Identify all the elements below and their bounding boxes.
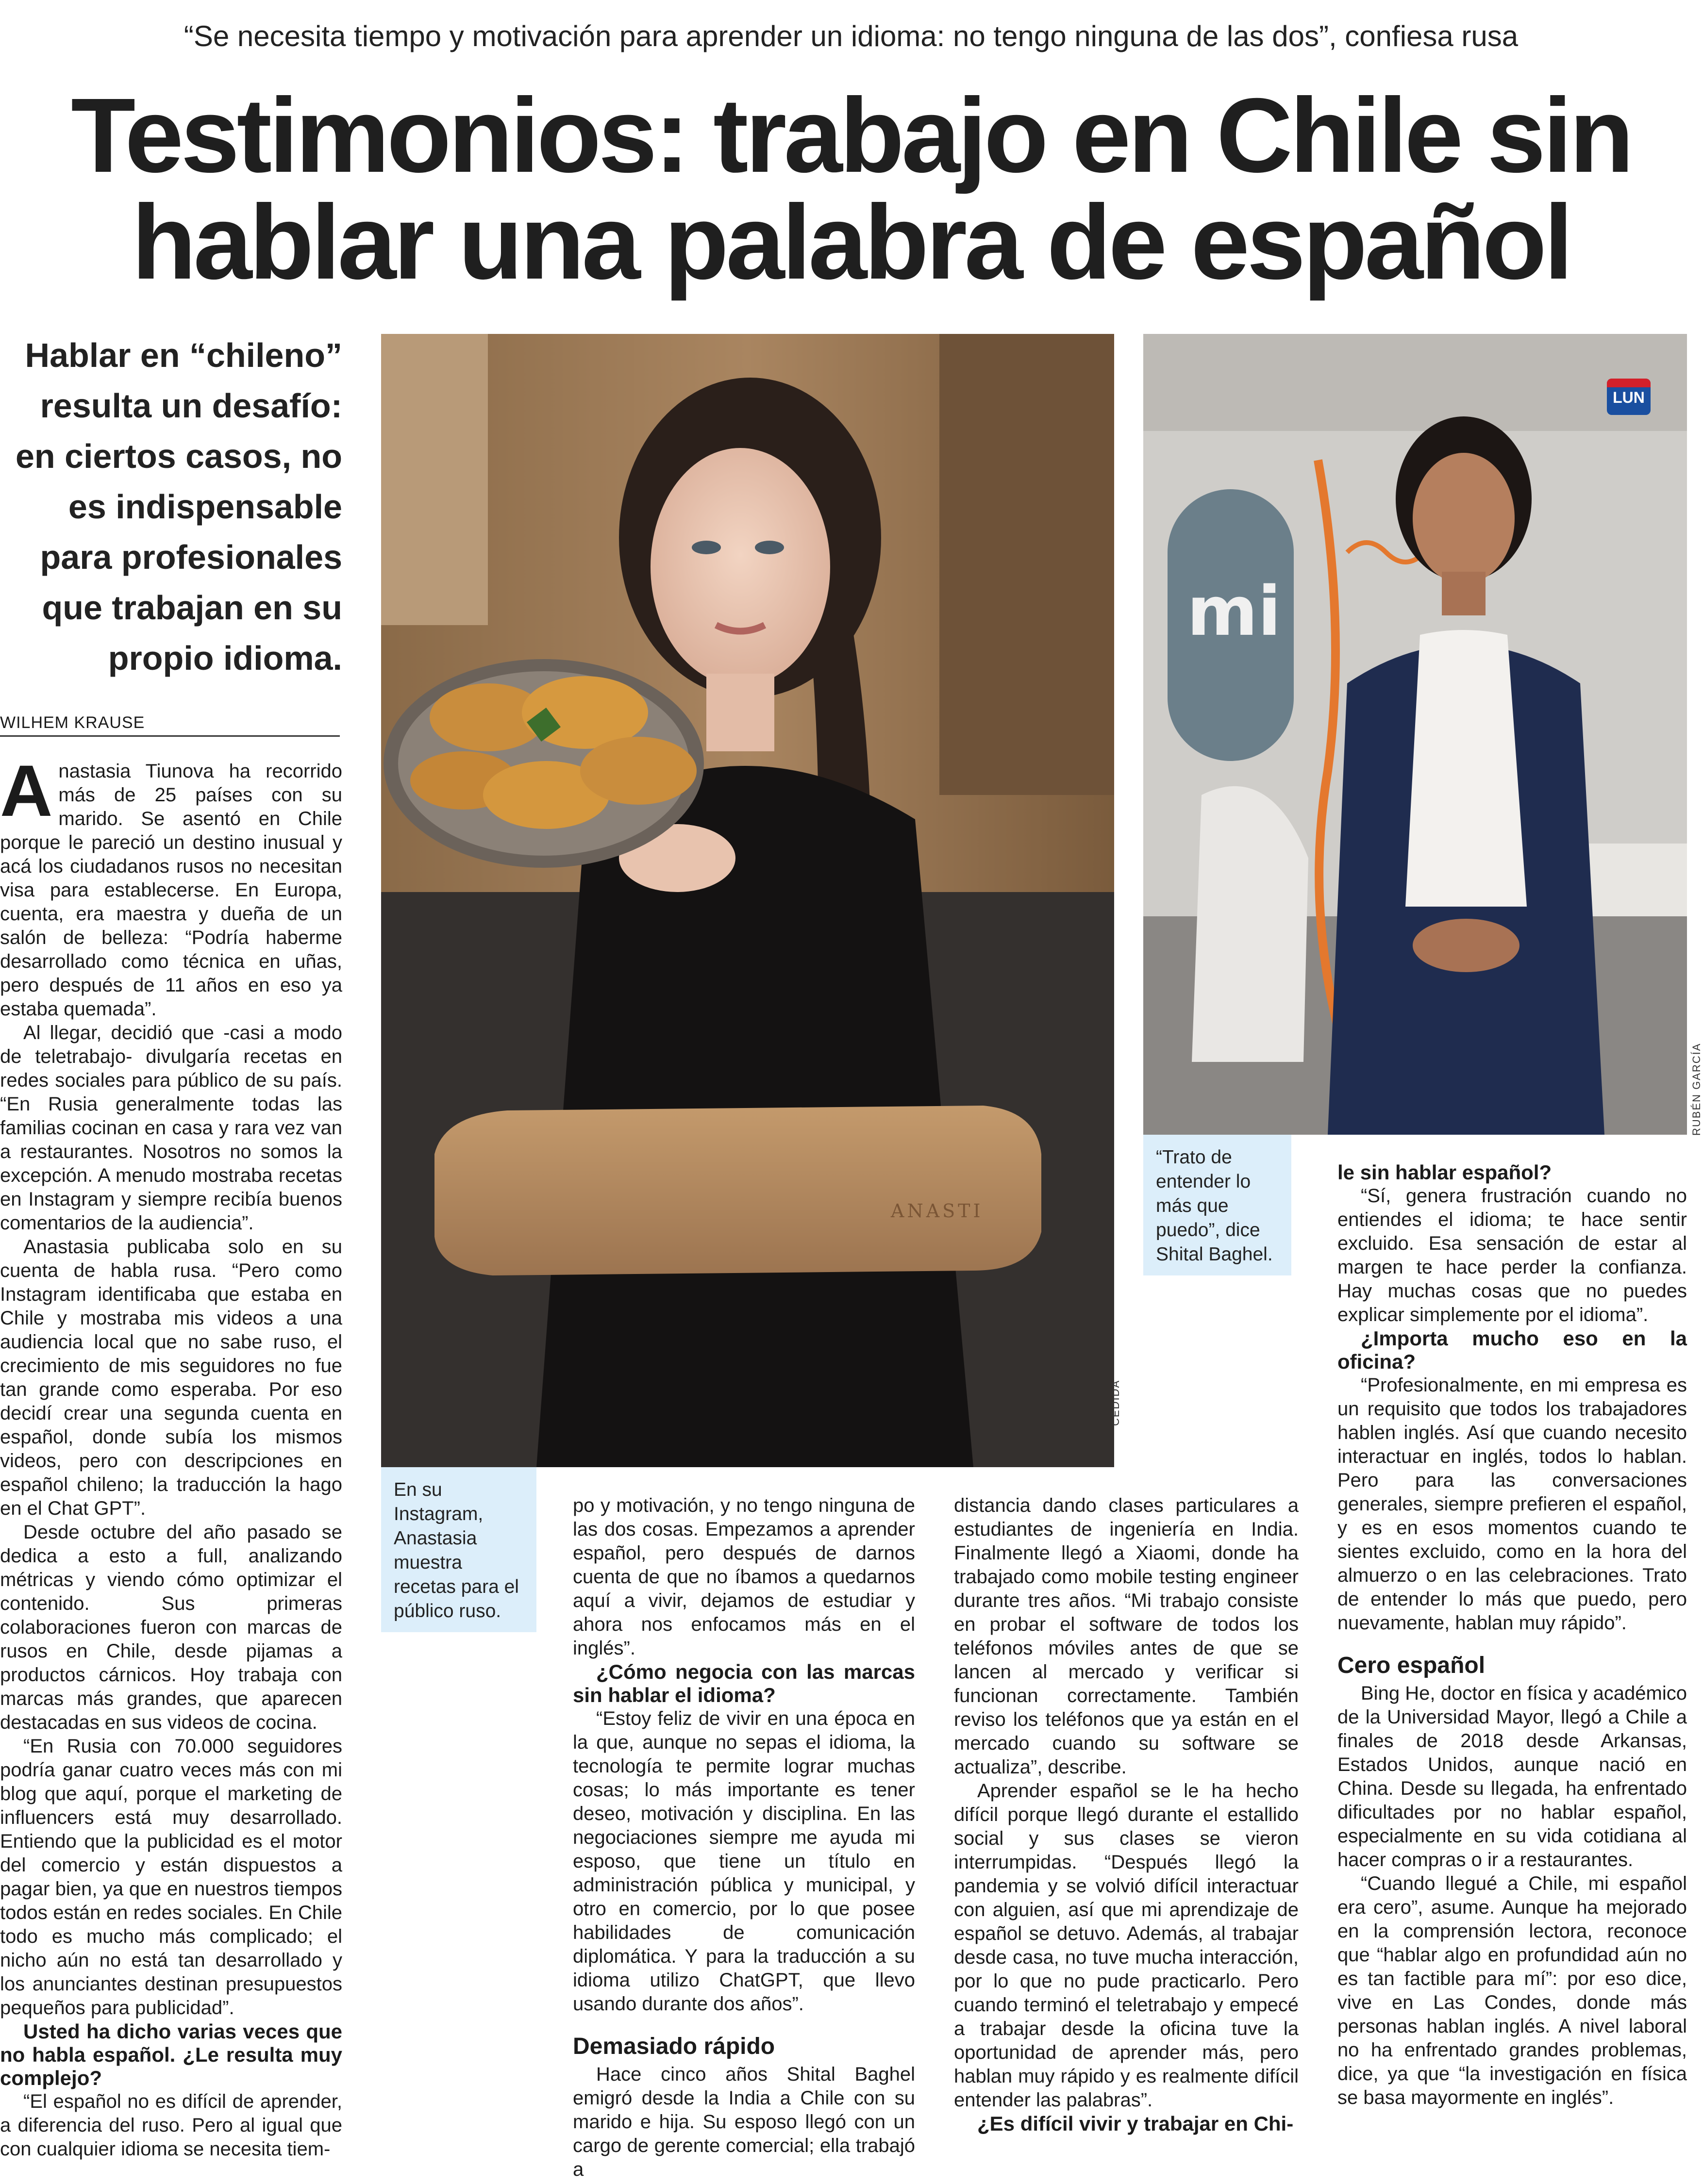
- interview-question: Usted ha dicho varias veces que no habla español. ¿Le resulta muy complejo?: [0, 2020, 342, 2089]
- paragraph: “Profesionalmente, en mi empresa es un requisito que todos los trabajadores hablen inglés. Así que cuando necesito interactuar en inglés, todos lo hablan. Pero para las conversaciones generales, siempre prefieren el español, y es en esos momentos cuando te sientes excluido, como en la hora del almuerzo o en las celebraciones. Trato de entender lo más que puedo, pero nuevamente, hablan muy rápido”.: [1337, 1374, 1687, 1634]
- paragraph: “Sí, genera frustración cuando no entiendes el idioma; te hace sentir excluido. Esa sensación de estar al margen te hace perder la confianza. Hay muchas cosas que no puedes explicar simplemente por el idioma”.: [1337, 1185, 1687, 1325]
- photo-anastasia-illustration: [381, 334, 1114, 1467]
- board-engraving: ANASTI: [891, 1200, 984, 1222]
- paragraph: Anastasia publicaba solo en su cuenta de habla rusa. “Pero como Instagram identificaba que estaba en Chile y mostraba mis videos a una audiencia local que no sabe ruso, el crecimiento de mis seguidores no fue tan grande como esperaba. Por eso decidí crear una segunda cuenta en español, donde subía los mismos videos, pero con descripciones en español chileno; la traducción la hago en el Chat GPT”.: [0, 1236, 342, 1519]
- paragraph: distancia dando clases particulares a estudiantes de ingeniería en India. Finalmente llegó a Xiaomi, donde ha trabajado como mobile testing engineer durante tres años. “Mi trabajo consiste en probar el software de todos los teléfonos móviles antes de que se lancen al mercado y verificar si funcionan correctamente. También reviso los teléfonos que ya están en el mercado cuando su software se actualiza”, describe.: [954, 1495, 1299, 1778]
- paragraph: “El español no es difícil de aprender, a diferencia del ruso. Pero al igual que con cualquier idioma se necesita tiem-: [0, 2091, 342, 2160]
- paragraph: Bing He, doctor en física y académico de la Universidad Mayor, llegó a Chile a finales de 2018 desde Arkansas, Estados Unidos, aunque nació en China. Desde su llegada, ha enfrentado dificultades por no hablar español, especialmente en su vida cotidiana al hacer compras o ir a restaurantes.: [1337, 1683, 1687, 1870]
- interview-question: ¿Cómo negocia con las marcas sin hablar el idioma?: [573, 1660, 915, 1706]
- store-sign: mi: [1187, 572, 1281, 651]
- headline: [0, 77, 1702, 301]
- paragraph: Aprender español se le ha hecho difícil porque llegó durante el estallido social y sus clases se vieron interrumpidas. “Después llegó la pandemia y se volvió difícil interactuar con alguien, así que mi aprendizaje de español se detuvo. Además, al trabajar desde casa, no tuve mucha interacción, por lo que no pude practicarlo. Pero cuando terminó el teletrabajo y empecé a trabajar desde la oficina tuve la oportunidad de aprender más, pero hablan muy rápido y es realmente difícil entender las palabras”.: [954, 1780, 1299, 2111]
- interview-question: le sin hablar español?: [1337, 1161, 1552, 1184]
- paragraph: “Cuando llegué a Chile, mi español era cero”, asume. Aunque ha mejorado en la comprensión lectora, reconoce que “hablar algo en profundidad aún no es tan factible para mí”: por eso dice, vive en Las Condes, donde más personas hablan inglés. A nivel laboral no ha enfrentado grandes problemas, dice, ya que “la investigación en física se basa mayormente en inglés”.: [1337, 1873, 1687, 2108]
- section-heading: Cero español: [1337, 1653, 1486, 1678]
- article-column-4: [1337, 1161, 1687, 2110]
- drop-cap: A: [0, 750, 53, 831]
- photo-shital-illustration: [1143, 334, 1687, 1135]
- paragraph: Hace cinco años Shital Baghel emigró desde la India a Chile con su marido e hija. Su esposo llegó con un cargo de gerente comercial; ella trabajó a: [573, 2064, 915, 2180]
- photo-anastasia: [381, 334, 1121, 1467]
- photo-shital: [1143, 334, 1687, 1135]
- deck: Hablar en “chileno” resulta un desafío: en ciertos casos, no es indispensable para profesionales que trabajan en su propio idioma.: [15, 336, 342, 677]
- byline: WILHEM KRAUSE: [0, 713, 340, 737]
- headline-line-1: Testimonios: trabajo en Chile sin: [71, 77, 1631, 195]
- paragraph: po y motivación, y no tengo ninguna de las dos cosas. Empezamos a aprender español, pero después de darnos cuenta de que no íbamos a quedarnos aquí a vivir, dejamos de estudiar y ahora nos enfocamos más en el inglés”.: [573, 1495, 915, 1659]
- kicker: “Se necesita tiempo y motivación para aprender un idioma: no tengo ninguna de las dos”, confiesa rusa: [184, 20, 1519, 52]
- photo-credit-shital: RUBÉN GARCÍA: [1690, 1042, 1703, 1136]
- interview-question: ¿Es difícil vivir y trabajar en Chi-: [977, 2112, 1294, 2135]
- section-heading: Demasiado rápido: [573, 2034, 775, 2059]
- paragraph: Anastasia Tiunova ha recorrido más de 25 países con su marido. Se asentó en Chile porque le pareció un destino inusual y acá los ciudadanos rusos no necesitan visa para establecerse. En Europa, cuenta, era maestra y dueña de un salón de belleza: “Podría haberme desarrollado como técnica en uñas, pero después de 11 años en eso ya estaba quemada”.: [0, 750, 342, 1020]
- article-column-1: [0, 750, 342, 2161]
- paragraph: “Estoy feliz de vivir en una época en la que, aunque no sepas el idioma, la tecnología te permite lograr muchas cosas; lo más importante es tener deseo, motivación y disciplina. En las negociaciones siempre me ayuda mi esposo, que tiene un título en administración pública y municipal, y otro en comercio, por lo que posee habilidades de comunicación diplomática. Y para la traducción a su idioma utilizo ChatGPT, que llevo usando durante dos años”.: [573, 1708, 915, 2015]
- article-column-2: [573, 1494, 915, 2182]
- paragraph: Desde octubre del año pasado se dedica a esto a full, analizando métricas y viendo cómo optimizar el contenido. Sus primeras colaboraciones fueron con marcas de rusos en Chile, desde pijamas a productos cárnicos. Hoy trabaja con marcas más grandes, que aparecen destacadas en sus videos de cocina.: [0, 1522, 342, 1733]
- headline-line-2: hablar una palabra de español: [132, 183, 1570, 301]
- lun-logo: LUN: [1607, 379, 1651, 415]
- article-column-3: [954, 1494, 1299, 2135]
- paragraph: “En Rusia con 70.000 seguidores podría ganar cuatro veces más con mi blog que aquí, porque el marketing de influencers está muy desarrollado. Entiendo que la publicidad es el motor del comercio y están dispuestos a pagar bien, ya que en nuestros tiempos todos están en redes sociales. En Chile todo es mucho más complicado; el nicho aún no está tan desarrollado y los anunciantes destinan presupuestos pequeños para publicidad”.: [0, 1736, 342, 2019]
- interview-question: ¿Importa mucho eso en la oficina?: [1337, 1327, 1687, 1373]
- paragraph: Al llegar, decidió que -casi a modo de teletrabajo- divulgaría recetas en redes sociales para público de su país. “En Rusia generalmente todas las familias cocinan en casa y rara vez van a restaurantes. Nosotros no somos la excepción. A menudo mostraba recetas en Instagram y siempre recibía buenos comentarios de la audiencia”.: [0, 1022, 342, 1234]
- caption-anastasia: En su Instagram, Anastasia muestra recetas para el público ruso.: [381, 1467, 536, 1632]
- photo-credit-anastasia: CEDIDA: [1109, 1379, 1121, 1426]
- caption-shital: “Trato de entender lo más que puedo”, dice Shital Baghel.: [1143, 1135, 1291, 1275]
